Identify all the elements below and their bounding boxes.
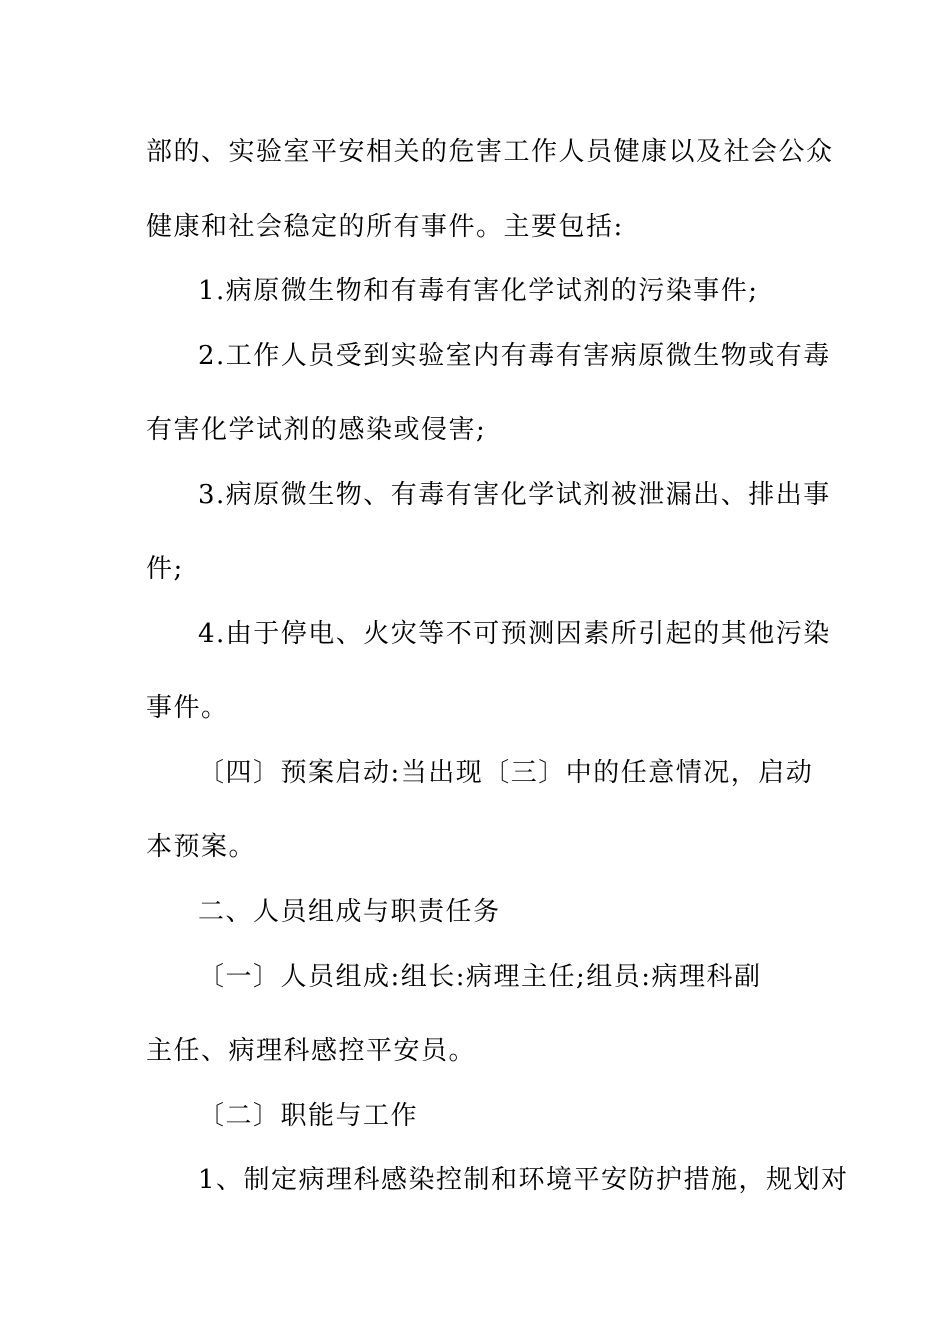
text-line-16: 1、制定病理科感染控制和环境平安防护措施，规划对 [198, 1165, 849, 1195]
subsection-heading: 〔二〕职能与工作 [198, 1101, 419, 1131]
text-line-9: 事件。 [146, 693, 229, 723]
text-line-7: 件; [146, 554, 184, 584]
text-line-1: 部的、实验室平安相关的危害工作人员健康以及社会公众 [146, 137, 834, 167]
text-line-5: 有害化学试剂的感染或侵害; [146, 415, 487, 445]
text-line-14: 主任、病理科感控平安员。 [146, 1036, 477, 1066]
section-heading: 二、人员组成与职责任务 [198, 897, 501, 927]
text-line-6: 3.病原微生物、有毒有害化学试剂被泄漏出、排出事 [198, 480, 831, 510]
text-line-10: 〔四〕预案启动:当出现〔三〕中的任意情况，启动 [198, 758, 814, 788]
text-line-8: 4.由于停电、火灾等不可预测因素所引起的其他污染 [198, 619, 831, 649]
text-line-11: 本预案。 [146, 832, 257, 862]
text-line-2: 健康和社会稳定的所有事件。主要包括: [146, 212, 624, 242]
text-line-13: 〔一〕人员组成:组长:病理主任;组员:病理科副 [198, 962, 762, 992]
text-line-3: 1.病原微生物和有毒有害化学试剂的污染事件; [198, 276, 759, 306]
text-line-4: 2.工作人员受到实验室内有毒有害病原微生物或有毒 [198, 341, 831, 371]
